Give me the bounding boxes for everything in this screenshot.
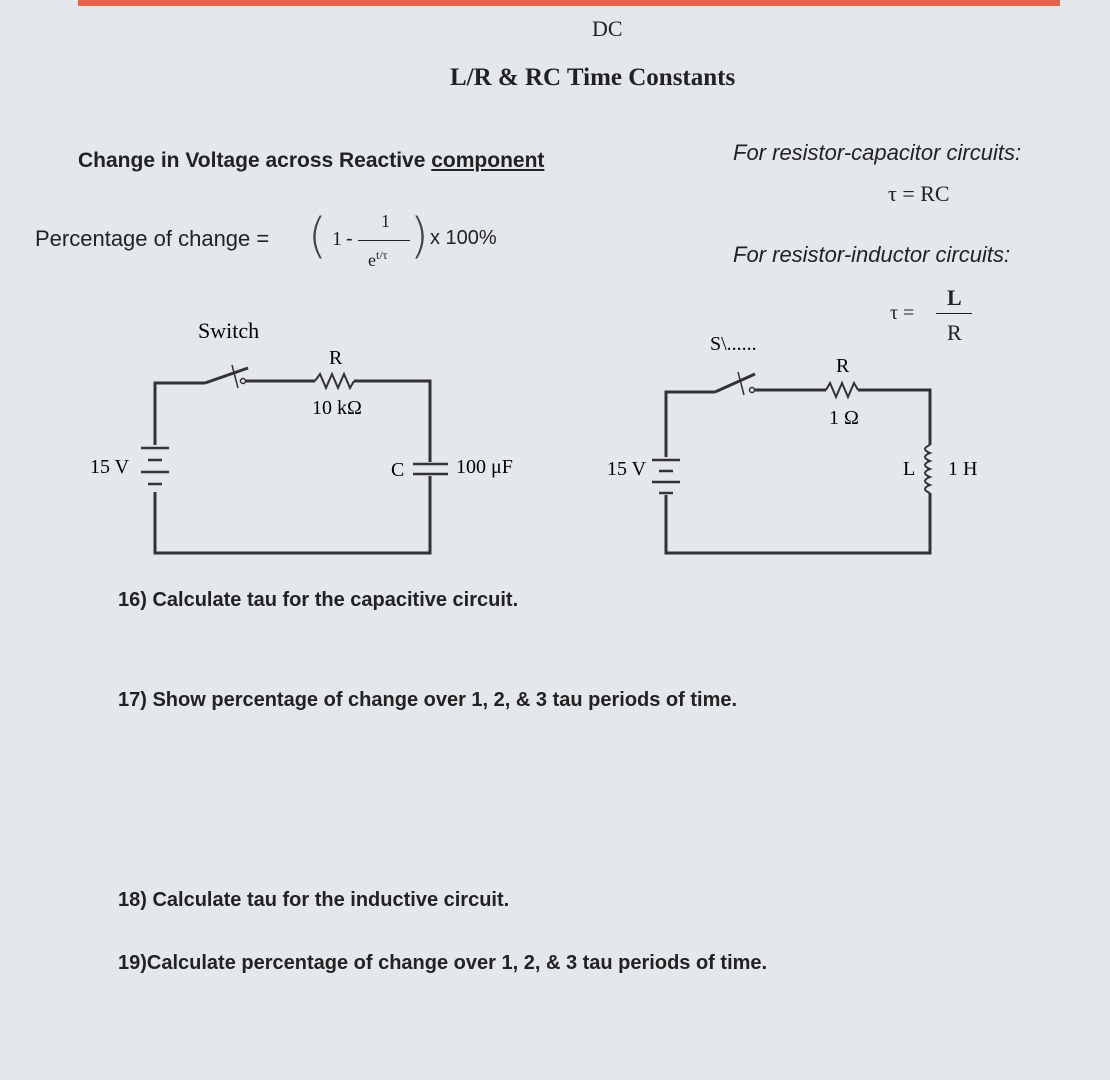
formula-times: x 100% <box>430 227 497 249</box>
left-paren: ( <box>308 208 327 264</box>
question-19: 19)Calculate percentage of change over 1, 2, & 3 tau periods of time. <box>118 952 768 974</box>
formula-denominator-exponent: t/τ <box>376 248 388 262</box>
question-16: 16) Calculate tau for the capacitive circuit. <box>118 589 519 611</box>
rl-switch-label: S\...... <box>710 333 757 355</box>
rc-wire-top-left <box>155 383 205 445</box>
section-label: DC <box>592 16 623 41</box>
rc-switch-mark <box>232 365 238 388</box>
component-link[interactable]: component <box>431 149 545 172</box>
rc-equation: τ = RC <box>888 181 950 206</box>
rl-source-label: 15 V <box>607 458 647 480</box>
rl-switch-mark <box>738 372 744 395</box>
rc-resistor-value: 10 kΩ <box>312 397 362 419</box>
resistor-zigzag <box>315 374 354 388</box>
rl-resistor-label: R <box>836 355 850 377</box>
rl-wire-bottom <box>666 493 930 553</box>
question-18: 18) Calculate tau for the inductive circuit. <box>118 889 510 911</box>
rl-numerator: L <box>947 285 962 310</box>
rc-label: For resistor-capacitor circuits: <box>733 140 1022 165</box>
formula-heading-text: Change in Voltage across Reactive <box>78 149 432 172</box>
rc-capacitor-value: 100 μF <box>456 456 513 478</box>
page-title: L/R & RC Time Constants <box>450 64 736 91</box>
rl-resistor-zigzag <box>826 383 858 397</box>
inductor-coil <box>925 445 930 493</box>
formula-one: 1 <box>332 228 342 250</box>
rl-inductor-value: 1 H <box>948 458 978 480</box>
rl-inductor-label: L <box>903 458 916 480</box>
rl-wire-top-right <box>858 390 930 445</box>
formula-minus: - <box>346 228 353 250</box>
question-17: 17) Show percentage of change over 1, 2, & 3 tau periods of time. <box>118 689 738 711</box>
rc-wire-bottom <box>155 476 430 553</box>
rc-switch-label: Switch <box>198 318 260 343</box>
rl-switch-contact <box>750 388 755 393</box>
right-paren: ) <box>410 208 429 264</box>
rc-wire-top-right <box>354 381 430 462</box>
formula-numerator: 1 <box>381 211 390 231</box>
rl-wire-top-left <box>666 392 715 457</box>
rl-tau: τ = <box>890 302 915 324</box>
rc-capacitor-label: C <box>391 459 405 481</box>
rl-denominator: R <box>947 320 962 345</box>
rc-switch-contact <box>241 379 246 384</box>
rc-source-label: 15 V <box>90 456 130 478</box>
percentage-label: Percentage of change = <box>35 226 270 251</box>
rl-resistor-value: 1 Ω <box>829 407 859 429</box>
rl-label: For resistor-inductor circuits: <box>733 242 1011 267</box>
formula-denominator-base: e <box>368 250 376 270</box>
rc-resistor-label: R <box>329 347 343 369</box>
rc-switch-blade <box>205 368 248 383</box>
